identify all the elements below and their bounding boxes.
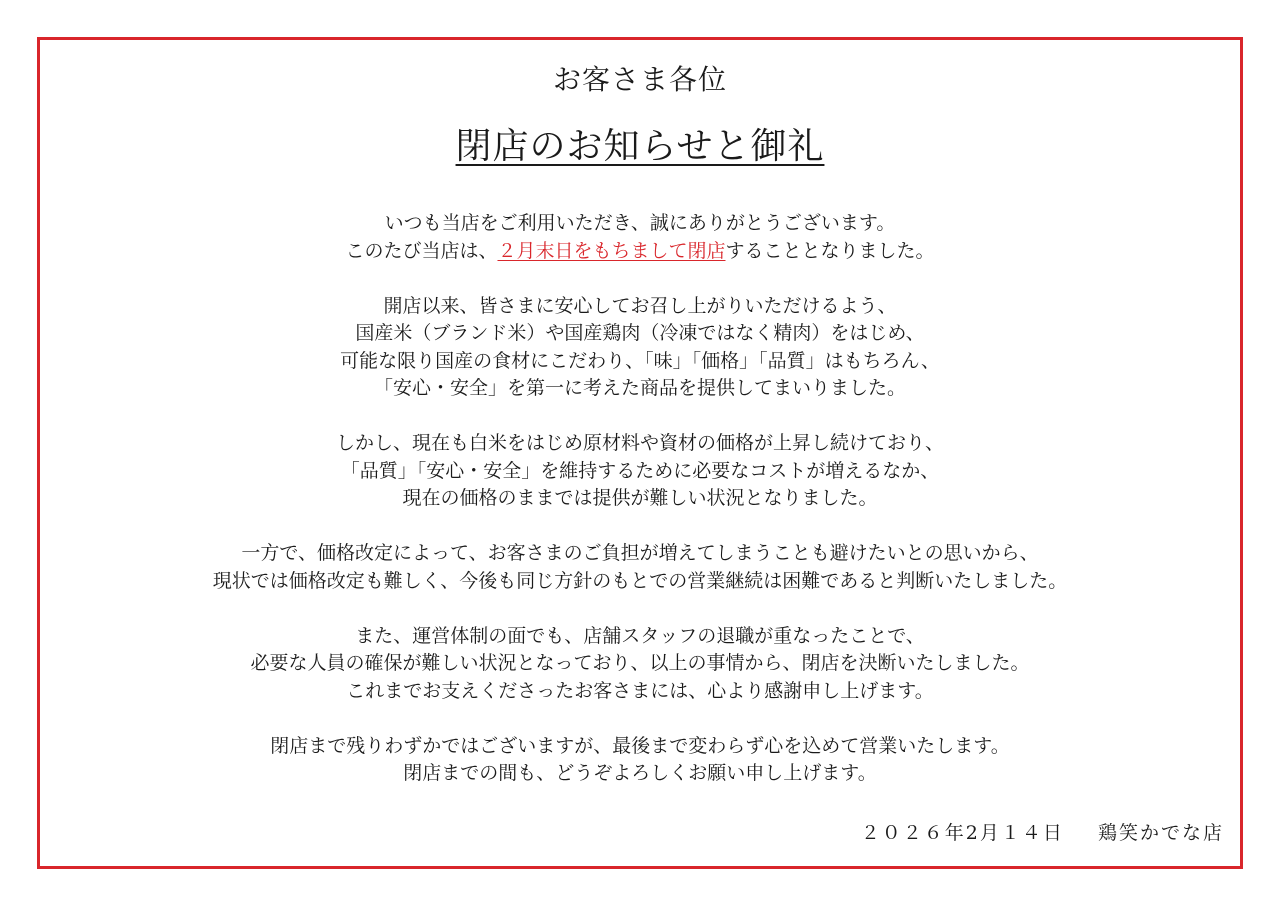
body-line: しかし、現在も白米をはじめ原材料や資材の価格が上昇し続けており、 bbox=[335, 432, 944, 454]
store-name: 鶏笑かでな店 bbox=[1097, 822, 1224, 844]
body-line: いつも当店をご利用いただき、誠にありがとうございます。 bbox=[384, 212, 896, 234]
notice-title-text: 閉店のお知らせと御礼 bbox=[455, 126, 825, 167]
body-line: これまでお支えくださったお客さまには、心より感謝申し上げます。 bbox=[346, 679, 934, 702]
closing-announcement-line bbox=[40, 238, 1240, 266]
paragraph-costs bbox=[40, 430, 1240, 513]
notice-border-frame bbox=[37, 37, 1243, 869]
body-line: 現状では価格改定も難しく、今後も同じ方針のもとでの営業継続は困難であると判断いたしました。 bbox=[212, 569, 1068, 592]
body-line: 国産米（ブランド米）や国産鶏肉（冷凍ではなく精肉）をはじめ、 bbox=[355, 322, 925, 344]
body-line: また、運営体制の面でも、店舗スタッフの退職が重なったことで、 bbox=[355, 624, 925, 647]
body-line: 現在の価格のままでは提供が難しい状況となりました。 bbox=[402, 487, 878, 509]
notice-title bbox=[40, 118, 1240, 169]
paragraph-closing bbox=[40, 733, 1240, 788]
closing-announcement-post: することとなりました。 bbox=[725, 239, 935, 262]
notice-body bbox=[40, 210, 1240, 815]
body-line: 可能な限り国産の食材にこだわり、「味」「価格」「品質」はもちろん、 bbox=[340, 349, 940, 372]
body-line: 必要な人員の確保が難しい状況となっており、以上の事情から、閉店を決断いたしました。 bbox=[250, 652, 1030, 674]
paragraph-history bbox=[40, 293, 1240, 403]
salutation: お客さま各位 bbox=[552, 63, 727, 96]
paragraph-staffing bbox=[40, 623, 1240, 706]
body-line: 開店以来、皆さまに安心してお召し上がりいただけるよう、 bbox=[383, 294, 897, 317]
paragraph-pricing bbox=[40, 540, 1240, 595]
body-line: 「品質」「安心・安全」を維持するために必要なコストが増えるなか、 bbox=[340, 459, 940, 482]
paragraph-greeting bbox=[40, 210, 1240, 265]
signature bbox=[861, 818, 1224, 845]
closing-date-highlight: ２月末日をもちまして閉店 bbox=[497, 239, 726, 262]
body-line: 閉店までの間も、どうぞよろしくお願い申し上げます。 bbox=[403, 762, 877, 784]
body-line: 閉店まで残りわずかではございますが、最後まで変わらず心を込めて営業いたします。 bbox=[270, 734, 1010, 757]
body-line: 「安心・安全」を第一に考えた商品を提供してまいりました。 bbox=[373, 377, 906, 399]
notice-date: ２０２６年2月１４日 bbox=[860, 822, 1064, 844]
closing-announcement-pre: このたび当店は、 bbox=[345, 239, 498, 262]
body-line: 一方で、価格改定によって、お客さまのご負担が増えてしまうことも避けたいとの思いから、 bbox=[241, 542, 1039, 564]
